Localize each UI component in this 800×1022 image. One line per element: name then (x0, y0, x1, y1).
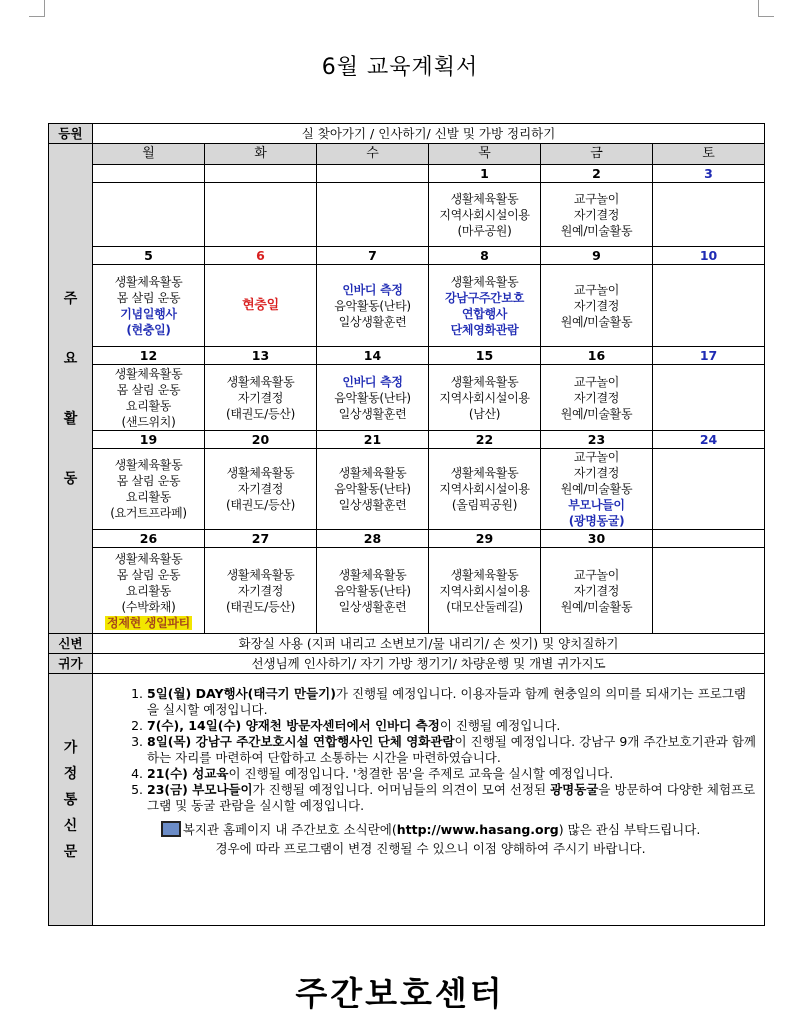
date-cell: 14 (317, 347, 429, 365)
date-cell: 8 (429, 247, 541, 265)
activity-cell (653, 365, 765, 431)
date-cell-holiday: 6 (205, 247, 317, 265)
homepage-link[interactable]: http://www.hasang.org (396, 822, 559, 837)
day-header: 목 (429, 144, 541, 165)
activity-cell: 생활체육활동 지역사회시설이용 (마루공원) (429, 183, 541, 247)
date-cell: 12 (93, 347, 205, 365)
crop-mark (44, 0, 45, 16)
notice-item: 3. 8일(목) 강남구 주간보호시설 연합행사인 단체 영화관람이 진행될 예정입니다. 강남구 9개 주간보호기관과 함께 하는 자리를 마련하여 단합하고 소통하는 시간을 마련하였습니다. (147, 734, 756, 766)
activity-cell: 인바디 측정 음악활동(난타) 일상생활훈련 (317, 265, 429, 347)
date-cell: 26 (93, 530, 205, 548)
activity-cell: 생활체육활동 강남구주간보호 연합행사 단체영화관람 (429, 265, 541, 347)
activity-cell (93, 183, 205, 247)
activity-cell: 생활체육활동 음악활동(난타) 일상생활훈련 (317, 548, 429, 634)
day-header: 월 (93, 144, 205, 165)
computer-icon (161, 821, 181, 837)
notice-item: 2. 7(수), 14일(수) 양재천 방문자센터에서 인바디 측정이 진행될 예정입니다. (147, 718, 756, 734)
date-cell (205, 165, 317, 183)
date-cell: 7 (317, 247, 429, 265)
activity-cell: 생활체육활동 몸 살림 운동 기념일행사 (현충일) (93, 265, 205, 347)
crop-mark (758, 0, 759, 16)
date-cell: 28 (317, 530, 429, 548)
notice-item: 5. 23(금) 부모나들이가 진행될 예정입니다. 어머님들의 의견이 모여 선정된 광명동굴을 방문하여 다양한 체험프로그램 및 동굴 관람을 실시할 예정입니다. (147, 782, 756, 814)
notice-item: 1. 5일(월) DAY행사(태극기 만들기)가 진행될 예정입니다. 이용자들과 함께 현충일의 의미를 되새기는 프로그램을 실시할 예정입니다. (147, 686, 756, 718)
departure-text: 선생님께 인사하기/ 자기 가방 챙기기/ 차량운행 및 개별 귀가지도 (93, 654, 765, 674)
activity-cell: 교구놀이 자기결정 원예/미술활동 (541, 548, 653, 634)
date-cell: 21 (317, 431, 429, 449)
newsletter-body (93, 674, 765, 926)
date-cell-saturday: 24 (653, 431, 765, 449)
date-cell-saturday: 17 (653, 347, 765, 365)
activity-cell: 인바디 측정 음악활동(난타) 일상생활훈련 (317, 365, 429, 431)
newsletter-label: 가 정 통 신 문 (49, 674, 93, 926)
crop-mark (29, 16, 45, 17)
date-cell: 23 (541, 431, 653, 449)
date-cell: 20 (205, 431, 317, 449)
activity-cell (653, 449, 765, 530)
day-header: 화 (205, 144, 317, 165)
date-cell-saturday (653, 530, 765, 548)
activity-cell (653, 183, 765, 247)
activity-cell: 교구놀이 자기결정 원예/미술활동 (541, 265, 653, 347)
activity-cell (205, 183, 317, 247)
date-cell: 30 (541, 530, 653, 548)
activity-cell: 생활체육활동 지역사회시설이용 (대모산둘레길) (429, 548, 541, 634)
day-header: 토 (653, 144, 765, 165)
activity-cell: 생활체육활동 몸 살림 운동 요리활동 (수박화채) 정제현 생일파티 (93, 548, 205, 634)
date-cell: 9 (541, 247, 653, 265)
center-name: 주간보호센터 (295, 974, 505, 1013)
personal-care-label: 신변 (49, 634, 93, 654)
notice-item: 4. 21(수) 성교육이 진행될 예정입니다. '청결한 몸'을 주제로 교육을 실시할 예정입니다. (147, 766, 756, 782)
activity-cell: 생활체육활동 자기결정 (태권도/등산) (205, 365, 317, 431)
activity-cell: 현충일 (205, 265, 317, 347)
activity-cell: 생활체육활동 자기결정 (태권도/등산) (205, 548, 317, 634)
page-title: 6월 교육계획서 (321, 55, 479, 80)
main-activity-label: 주 요 활 동 (49, 144, 93, 634)
date-cell: 22 (429, 431, 541, 449)
date-cell: 27 (205, 530, 317, 548)
plan-table (48, 123, 765, 926)
crop-mark (758, 16, 774, 17)
date-cell (93, 165, 205, 183)
activity-cell: 교구놀이 자기결정 원예/미술활동 (541, 365, 653, 431)
activity-cell: 생활체육활동 지역사회시설이용 (남산) (429, 365, 541, 431)
arrival-text: 실 찾아가기 / 인사하기/ 신발 및 가방 정리하기 (93, 124, 765, 144)
date-cell: 5 (93, 247, 205, 265)
activity-cell: 생활체육활동 음악활동(난타) 일상생활훈련 (317, 449, 429, 530)
day-header: 수 (317, 144, 429, 165)
date-cell: 13 (205, 347, 317, 365)
date-cell: 2 (541, 165, 653, 183)
personal-care-text: 화장실 사용 (지퍼 내리고 소변보기/물 내리기/ 손 씻기) 및 양치질하기 (93, 634, 765, 654)
date-cell: 16 (541, 347, 653, 365)
date-cell: 19 (93, 431, 205, 449)
activity-cell (653, 548, 765, 634)
date-cell: 15 (429, 347, 541, 365)
day-header: 금 (541, 144, 653, 165)
departure-label: 귀가 (49, 654, 93, 674)
activity-cell: 생활체육활동 몸 살림 운동 요리활동 (샌드위치) (93, 365, 205, 431)
birthday-party-highlight: 정제현 생일파티 (107, 615, 190, 630)
activity-cell: 생활체육활동 몸 살림 운동 요리활동 (요거트프라페) (93, 449, 205, 530)
footer-note: 복지관 홈페이지 내 주간보호 소식란에(http://www.hasang.org) 많은 관심 부탁드립니다. 경우에 따라 프로그램이 변경 진행될 수 있으니 이점 양해하여 주시기 바랍니다. (105, 820, 756, 858)
date-cell: 29 (429, 530, 541, 548)
activity-cell (317, 183, 429, 247)
date-cell-saturday: 10 (653, 247, 765, 265)
date-cell: 1 (429, 165, 541, 183)
activity-cell (653, 265, 765, 347)
arrival-label: 등원 (49, 124, 93, 144)
activity-cell: 교구놀이 자기결정 원예/미술활동 (541, 183, 653, 247)
activity-cell: 생활체육활동 지역사회시설이용 (올림픽공원) (429, 449, 541, 530)
date-cell-saturday: 3 (653, 165, 765, 183)
activity-cell: 생활체육활동 자기결정 (태권도/등산) (205, 449, 317, 530)
activity-cell: 교구놀이 자기결정 원예/미술활동 부모나들이 (광명동굴) (541, 449, 653, 530)
date-cell (317, 165, 429, 183)
